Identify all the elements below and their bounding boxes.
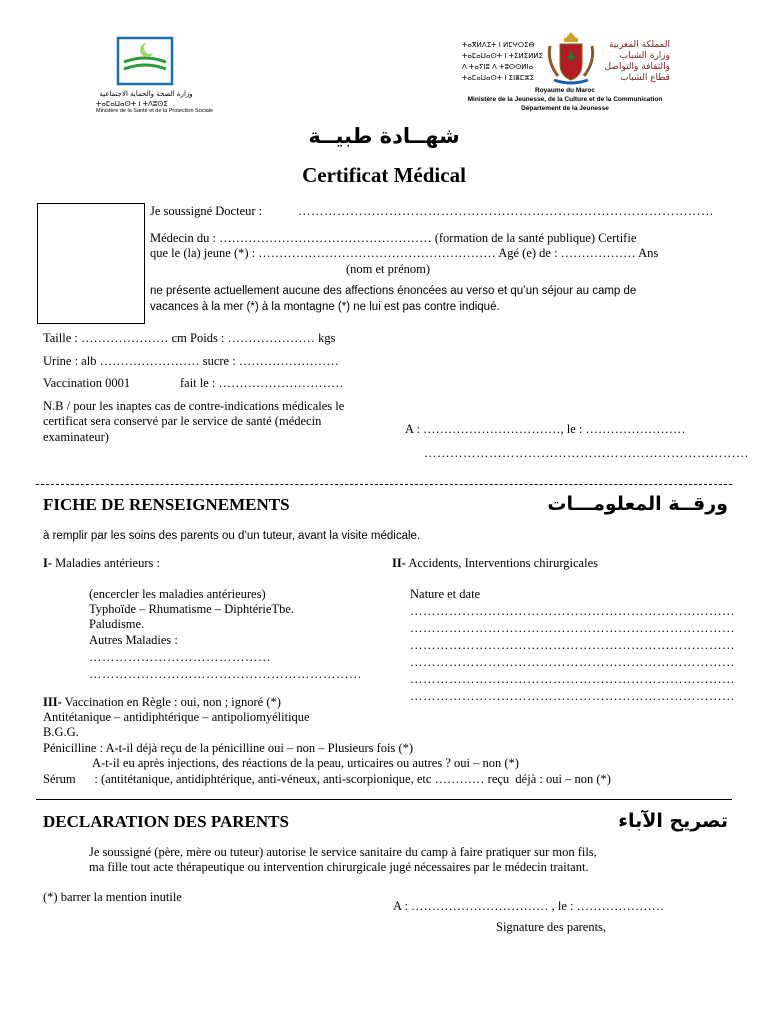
doctor-name-field[interactable]: …………………………………………………………………………………… xyxy=(298,204,714,218)
maladies-list-2: Paludisme. xyxy=(89,617,145,631)
photo-box xyxy=(37,203,145,324)
urine-line: Urine : alb …………………… sucre : …………………… xyxy=(43,354,339,368)
serum-line: Sérum : (antitétanique, antidiphtérique, anti-véneux, anti-scorpionique, etc ………… reçu déjà : oui – non (*) xyxy=(43,772,611,786)
tif-line: ⵜⴰⵎⴰⵡⴰⵙⵜ ⵏ ⵉⵏⴻⵎⵣⵉ xyxy=(462,74,535,82)
jeune-line: que le (la) jeune (*) : ………………………………………………… Agé (e) de : ……………… Ans xyxy=(150,246,659,260)
ar-line: قطاع الشباب xyxy=(620,73,670,83)
autres-maladies-field[interactable]: ……………………………………………………… xyxy=(89,667,362,681)
fiche-intro: à remplir par les soins des parents ou d’un tuteur, avant la visite médicale. xyxy=(43,530,421,542)
fiche-title-ar: ورقــة المعلومـــات xyxy=(547,493,728,515)
bcg-label: B.G.G. xyxy=(43,725,79,739)
vaccins-list: Antitétanique – antidiphtérique – antipoliomyélitique xyxy=(43,710,310,724)
certificate-signature-line[interactable]: ………………………………………………………………… xyxy=(424,446,749,460)
penicilline-line: Pénicilline : A-t-il déjà reçu de la pénicilline oui – non – Plusieurs fois (*) xyxy=(43,741,414,755)
nom-prenom-hint: (nom et prénom) xyxy=(346,262,431,276)
tif-line: ⵜⴰⴳⵍⴷⵉⵜ ⵏ ⵍⵎⵖⵔⵉⴱ xyxy=(462,41,535,49)
declaration-text-2: ma fille tout acte thérapeutique ou intervention chirurgicale jugé nécessaires par le médecin traitant. xyxy=(89,860,589,874)
vaccination-label: Vaccination 0001 xyxy=(43,376,131,390)
section-1-heading xyxy=(43,556,160,571)
nature-date-label: Nature et date xyxy=(410,587,481,601)
section-divider xyxy=(36,484,732,485)
certificate-place-date: A : ……………………………, le : …………………… xyxy=(405,422,686,436)
nature-date-field[interactable]: ………………………………………………………………… xyxy=(410,621,735,635)
barrer-note: (*) barrer la mention inutile xyxy=(43,890,182,904)
health-ministry-name-tif: ⵜⴰⵎⴰⵡⴰⵙⵜ ⵏ ⵜⴷⵓⵙⵉ xyxy=(96,100,168,108)
ar-line: المملكة المغربية xyxy=(608,40,670,50)
section-divider xyxy=(36,799,732,800)
taille-poids-line: Taille : ………………… cm Poids : ………………… kgs xyxy=(43,331,336,345)
nature-date-field[interactable]: ………………………………………………………………… xyxy=(410,655,735,669)
youth-ministry-tif xyxy=(462,40,543,84)
nb-line-1: N.B / pour les inaptes cas de contre-indications médicales le xyxy=(43,399,345,413)
departement-label: Département de la Jeunesse xyxy=(521,105,609,112)
declaration-title: DECLARATION DES PARENTS xyxy=(43,812,289,831)
ministere-label: Ministère de la Jeunesse, de la Culture et de la Communication xyxy=(467,96,663,103)
affections-line-1: ne présente actuellement aucune des affections énoncées au verso et qu’un séjour au camp de xyxy=(150,285,637,297)
fiche-title: FICHE DE RENSEIGNEMENTS xyxy=(43,495,290,514)
medecin-line: Médecin du : …………………………………………… (formation de la santé publique) Certifie xyxy=(150,231,637,245)
affections-line-2: vacances à la mer (*) à la montagne (*) ne lui est pas contre indiqué. xyxy=(150,301,500,313)
ar-line: وزارة الشباب xyxy=(619,51,670,61)
nature-date-field[interactable]: ………………………………………………………………… xyxy=(410,638,735,652)
tif-line: ⴷ ⵜⴰⵢⵏⵓ ⴷ ⵜⵓⵙⵙⵍⵏⴰ xyxy=(462,63,534,71)
fait-le-line: fait le : ………………………… xyxy=(180,376,344,390)
autres-maladies-label: Autres Maladies : xyxy=(89,633,178,647)
doctor-label: Je soussigné Docteur : xyxy=(150,204,263,218)
nb-line-3: examinateur) xyxy=(43,430,109,444)
injections-line: A-t-il eu après injections, des réactions de la peau, urticaires ou autres ? oui – non (*) xyxy=(92,756,519,770)
declaration-place-date: A : …………………………… , le : ………………… xyxy=(393,899,665,913)
ar-line: والثقافة والتواصل xyxy=(604,62,670,72)
health-ministry-name-fr: Ministère de la Santé et de la Protection Sociale xyxy=(96,108,214,114)
nature-date-field[interactable]: ………………………………………………………………… xyxy=(410,672,735,686)
page-title-ar: شهــادة طبيــة xyxy=(308,124,460,148)
health-ministry-logo xyxy=(116,36,174,86)
section-3-number: III- xyxy=(43,695,62,709)
encercler-hint: (encercler les maladies antérieures) xyxy=(89,587,266,601)
section-2-label: Accidents, Interventions chirurgicales xyxy=(408,556,598,570)
nb-line-2: certificat sera conservé par le service de santé (médecin xyxy=(43,414,322,428)
maladies-list-1: Typhoïde – Rhumatisme – DiphtérieTbe. xyxy=(89,602,294,616)
royaume-label: Royaume du Maroc xyxy=(535,87,595,94)
health-ministry-name-ar: وزارة الصحة والحماية الاجتماعية xyxy=(99,90,193,98)
section-2-heading xyxy=(392,556,598,571)
declaration-title-ar: تصريح الآباء xyxy=(618,810,728,832)
page-title-fr: Certificat Médical xyxy=(302,163,466,187)
nature-date-field[interactable]: ………………………………………………………………… xyxy=(410,689,735,703)
autres-maladies-field[interactable]: …………………………………… xyxy=(89,650,271,664)
moroccan-coat-of-arms-icon xyxy=(546,30,596,86)
parents-signature-label: Signature des parents, xyxy=(496,920,607,934)
nature-date-field[interactable]: ………………………………………………………………… xyxy=(410,604,735,618)
section-1-label: Maladies antérieurs : xyxy=(55,556,160,570)
section-1-number: I- xyxy=(43,556,53,570)
tif-line: ⵜⴰⵎⴰⵡⴰⵙⵜ ⵏ ⵜⵉⵍⵉⵍⵍⵉ xyxy=(462,52,544,60)
section-3-heading xyxy=(43,695,281,710)
youth-ministry-ar xyxy=(594,40,670,84)
declaration-text-1: Je soussigné (père, mère ou tuteur) autorise le service sanitaire du camp à faire pratiquer sur mon fils, xyxy=(89,845,597,859)
section-3-label: Vaccination en Règle : oui, non ; ignoré (*) xyxy=(64,695,281,709)
section-2-number: II- xyxy=(392,556,406,570)
